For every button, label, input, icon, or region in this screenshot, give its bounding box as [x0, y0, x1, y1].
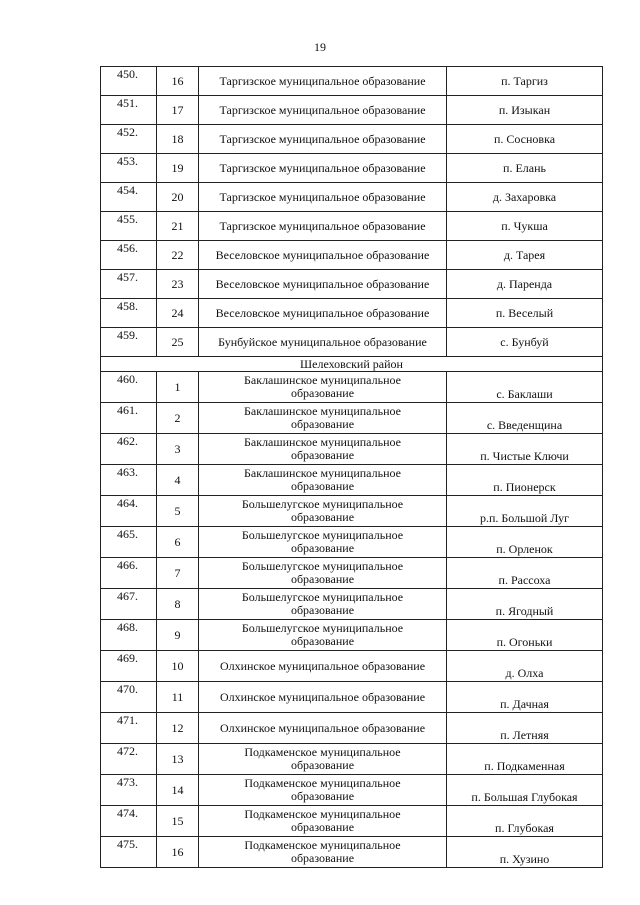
municipality-name-line2: образование [290, 479, 355, 493]
row-subnumber: 2 [157, 403, 199, 434]
municipality-name-line2: образование [290, 634, 355, 648]
municipality-name: Таргизское муниципальное образование [199, 212, 447, 241]
municipality-name-line2: образование [290, 386, 355, 400]
municipality-name-line1: Большелугское муниципальное [241, 528, 404, 542]
municipality-name: Веселовское муниципальное образование [199, 299, 447, 328]
row-subnumber: 12 [157, 713, 199, 744]
settlement-name: п. Летняя [447, 713, 603, 744]
row-subnumber: 21 [157, 212, 199, 241]
row-number: 453. [101, 154, 157, 183]
table-row [101, 154, 603, 183]
row-subnumber: 10 [157, 651, 199, 682]
municipality-name-line2: образование [290, 758, 355, 772]
table-row [101, 496, 603, 527]
row-number: 475. [101, 837, 157, 868]
settlement-name: п. Хузино [447, 837, 603, 868]
settlement-name: п. Изыкан [447, 96, 603, 125]
row-number: 470. [101, 682, 157, 713]
municipality-name-line1: Подкаменское муниципальное [244, 745, 401, 759]
municipality-name [199, 589, 447, 620]
settlement-name: п. Елань [447, 154, 603, 183]
table-row [101, 713, 603, 744]
municipality-name-line2: образование [290, 603, 355, 617]
municipality-name-line2: образование [290, 448, 355, 462]
row-number: 458. [101, 299, 157, 328]
table-row [101, 589, 603, 620]
row-subnumber: 24 [157, 299, 199, 328]
municipality-name-line2: образование [290, 417, 355, 431]
row-number: 471. [101, 713, 157, 744]
settlement-name: п. Орленок [447, 527, 603, 558]
row-number: 469. [101, 651, 157, 682]
settlement-name: д. Олха [447, 651, 603, 682]
district-row [101, 357, 603, 372]
row-number: 473. [101, 775, 157, 806]
page-number: 19 [314, 40, 326, 54]
municipality-name-line2: образование [290, 820, 355, 834]
municipality-name: Бунбуйское муниципальное образование [199, 328, 447, 357]
row-subnumber: 22 [157, 241, 199, 270]
municipality-name: Таргизское муниципальное образование [199, 154, 447, 183]
settlement-name: п. Большая Глубокая [447, 775, 603, 806]
row-subnumber: 20 [157, 183, 199, 212]
row-number: 474. [101, 806, 157, 837]
row-number: 452. [101, 125, 157, 154]
table-row [101, 682, 603, 713]
row-subnumber: 16 [157, 837, 199, 868]
settlement-name: д. Захаровка [447, 183, 603, 212]
municipality-name [199, 775, 447, 806]
table-row [101, 125, 603, 154]
settlement-name: п. Дачная [447, 682, 603, 713]
municipality-name: Таргизское муниципальное образование [199, 96, 447, 125]
row-subnumber: 8 [157, 589, 199, 620]
row-subnumber: 16 [157, 67, 199, 96]
row-number: 455. [101, 212, 157, 241]
municipality-name-line1: Подкаменское муниципальное [244, 807, 401, 821]
table-row [101, 744, 603, 775]
row-number: 451. [101, 96, 157, 125]
municipality-name-line1: Подкаменское муниципальное [244, 776, 401, 790]
row-subnumber: 7 [157, 558, 199, 589]
table-row [101, 775, 603, 806]
row-number: 472. [101, 744, 157, 775]
row-number: 454. [101, 183, 157, 212]
municipality-name [199, 527, 447, 558]
municipality-name-line1: Большелугское муниципальное [241, 590, 404, 604]
row-subnumber: 4 [157, 465, 199, 496]
row-subnumber: 17 [157, 96, 199, 125]
row-number: 467. [101, 589, 157, 620]
municipality-name-line2: образование [290, 541, 355, 555]
row-subnumber: 18 [157, 125, 199, 154]
municipality-name [199, 713, 447, 744]
municipality-name-line2: образование [290, 851, 355, 865]
municipality-name: Таргизское муниципальное образование [199, 125, 447, 154]
municipality-name-line1: Олхинское муниципальное образование [219, 689, 426, 704]
row-subnumber: 5 [157, 496, 199, 527]
row-subnumber: 11 [157, 682, 199, 713]
table-row [101, 806, 603, 837]
settlement-name: п. Огоньки [447, 620, 603, 651]
row-number: 466. [101, 558, 157, 589]
municipality-name [199, 403, 447, 434]
municipality-name: Таргизское муниципальное образование [199, 183, 447, 212]
table-row [101, 558, 603, 589]
settlement-name: п. Ягодный [447, 589, 603, 620]
settlement-name: п. Глубокая [447, 806, 603, 837]
settlement-name: р.п. Большой Луг [447, 496, 603, 527]
row-number: 460. [101, 372, 157, 403]
municipality-name-line1: Большелугское муниципальное [241, 497, 404, 511]
municipality-name-line1: Подкаменское муниципальное [244, 838, 401, 852]
municipality-name-line1: Баклашинское муниципальное [244, 373, 401, 387]
settlement-name: с. Введенщина [447, 403, 603, 434]
row-number: 468. [101, 620, 157, 651]
table-row [101, 465, 603, 496]
municipality-name [199, 496, 447, 527]
municipality-name-line2: образование [290, 510, 355, 524]
row-subnumber: 14 [157, 775, 199, 806]
row-subnumber: 15 [157, 806, 199, 837]
row-number: 456. [101, 241, 157, 270]
municipality-name-line2: образование [290, 789, 355, 803]
settlement-name: с. Баклаши [447, 372, 603, 403]
row-number: 463. [101, 465, 157, 496]
table-row [101, 837, 603, 868]
row-subnumber: 6 [157, 527, 199, 558]
settlement-name: п. Чукша [447, 212, 603, 241]
table-row [101, 403, 603, 434]
municipality-name: Веселовское муниципальное образование [199, 270, 447, 299]
row-number: 465. [101, 527, 157, 558]
table-row [101, 328, 603, 357]
municipality-name: Таргизское муниципальное образование [199, 67, 447, 96]
municipality-name-line1: Олхинское муниципальное образование [219, 658, 426, 673]
row-number: 464. [101, 496, 157, 527]
municipality-name [199, 744, 447, 775]
settlement-name: с. Бунбуй [447, 328, 603, 357]
municipality-name: Веселовское муниципальное образование [199, 241, 447, 270]
settlement-name: п. Пионерск [447, 465, 603, 496]
table-row [101, 183, 603, 212]
municipality-name [199, 651, 447, 682]
settlement-name: п. Таргиз [447, 67, 603, 96]
municipality-name [199, 620, 447, 651]
row-number: 457. [101, 270, 157, 299]
municipality-name [199, 682, 447, 713]
settlement-name: д. Тарея [447, 241, 603, 270]
row-subnumber: 25 [157, 328, 199, 357]
table-row [101, 434, 603, 465]
municipality-name-line1: Баклашинское муниципальное [244, 435, 401, 449]
municipality-name [199, 465, 447, 496]
settlement-name: п. Подкаменная [447, 744, 603, 775]
table-row [101, 620, 603, 651]
table-row [101, 212, 603, 241]
municipality-name-line1: Баклашинское муниципальное [244, 404, 401, 418]
municipality-name-line1: Большелугское муниципальное [241, 621, 404, 635]
table-row [101, 270, 603, 299]
row-number: 450. [101, 67, 157, 96]
row-subnumber: 1 [157, 372, 199, 403]
settlement-name: п. Сосновка [447, 125, 603, 154]
row-number: 462. [101, 434, 157, 465]
table-row [101, 241, 603, 270]
row-subnumber: 13 [157, 744, 199, 775]
municipality-name-line1: Баклашинское муниципальное [244, 466, 401, 480]
row-subnumber: 3 [157, 434, 199, 465]
settlement-name: п. Веселый [447, 299, 603, 328]
settlement-name: п. Рассоха [447, 558, 603, 589]
municipality-name-line2: образование [290, 572, 355, 586]
municipality-name-line1: Олхинское муниципальное образование [219, 720, 426, 735]
settlement-name: д. Паренда [447, 270, 603, 299]
district-heading: Шелеховский район [101, 357, 603, 372]
municipality-name [199, 434, 447, 465]
row-subnumber: 9 [157, 620, 199, 651]
municipality-name [199, 806, 447, 837]
table-row [101, 372, 603, 403]
row-number: 459. [101, 328, 157, 357]
table-row [101, 96, 603, 125]
row-number: 461. [101, 403, 157, 434]
row-subnumber: 23 [157, 270, 199, 299]
municipality-name [199, 372, 447, 403]
table-row [101, 299, 603, 328]
municipality-name-line1: Большелугское муниципальное [241, 559, 404, 573]
municipality-name [199, 837, 447, 868]
table-row [101, 651, 603, 682]
row-subnumber: 19 [157, 154, 199, 183]
table-row [101, 527, 603, 558]
settlements-table [100, 66, 603, 868]
settlement-name: п. Чистые Ключи [447, 434, 603, 465]
table-row [101, 67, 603, 96]
municipality-name [199, 558, 447, 589]
